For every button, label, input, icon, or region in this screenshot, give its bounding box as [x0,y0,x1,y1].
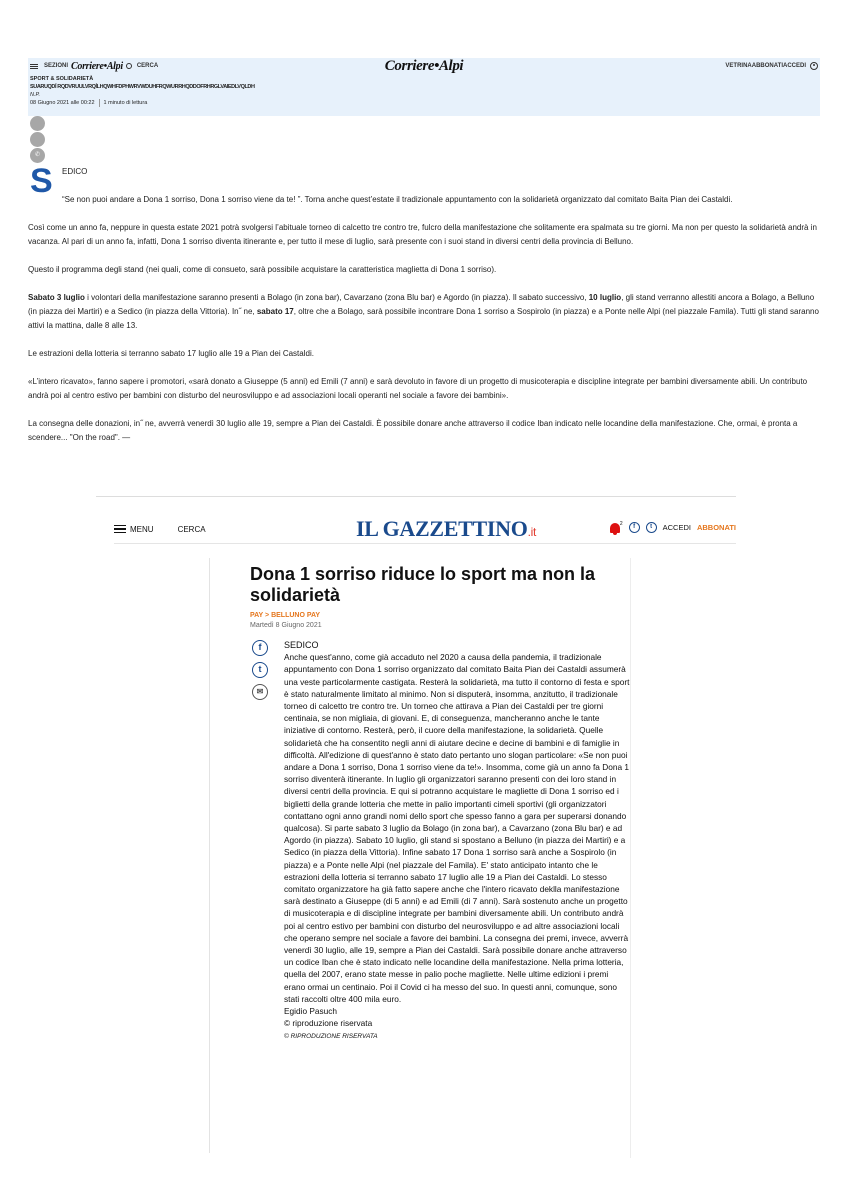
share-buttons [30,116,45,163]
gazzettino-date: Martedì 8 Giugno 2021 [250,622,322,629]
embedded-gazzettino-article [96,496,736,1164]
mail-icon[interactable]: ✉ [252,684,268,700]
gazzettino-breadcrumb[interactable]: PAY > BELLUNO PAY [250,612,321,619]
bold-date-3: sabato 17 [256,307,294,316]
facebook-share-icon[interactable] [30,116,45,131]
gazzettino-share-buttons [252,640,268,700]
hamburger-icon[interactable] [114,525,126,534]
article-meta [30,75,255,107]
accedi-link[interactable]: ACCEDI [782,63,806,69]
paragraph-3: Questo il programma degli stand (nei quali, come di consueto, sarà possibile acquistare la caratteristica maglietta di Dona 1 sorriso). [28,265,497,274]
paragraph-7: La consegna delle donazioni, in˝ ne, avverrà venerdì 30 luglio alle 19, sempre a Pian dei Castaldi. È possibile donare anche attraverso il codice Iban indicato nelle locandine della manifestazione. Che, ormai, è pronta a scendere... "On the road". — [28,419,798,442]
abbonati-link[interactable]: ABBONATI [751,63,783,69]
user-icon[interactable] [810,62,818,70]
date-row [30,99,255,107]
paragraph-2: Così come un anno fa, neppure in questa estate 2021 potrà svolgersi l’abituale torneo di calcetto tre contro tre, fulcro della manifestazione che solitamente era spalmata su tre giorni. Ma non per questo la solidarietà andrà in vacanza. Al pari di un anno fa, infatti, Dona 1 sorriso diventa itinerante e, per tutto il mese di luglio, sarà presente con i suoi stand in diversi centri della provincia di Belluno. [28,223,817,246]
gazzettino-text: Anche quest'anno, come già accaduto nel 2020 a causa della pandemia, il tradizionale appuntamento con Dona 1 sorriso organizzato dal comitato Baita Pian dei Castaldi assumerà una veste particolarmente castigata. Resterà la solidarietà, ma tutto il contorno di festa e sport è stato naturalmente limitato al minimo. Non si disputerà, insomma, anzitutto, il tradizionale torneo di calcetto tre contro tre. Un torneo che attirava a Pian dei Castaldi per tre giorni centinaia, se non migliaia, di giovani. E, di conseguenza, mancheranno anche le tante iniziative di contorno. Resterà, però, il cuore della manifestazione, la solidarietà. Quelle solidarietà che ha consentito negli anni di aiutare decine e decine di bambini e di famiglie in difficoltà. All'edizione di quest'anno è stato dato pertanto uno slogan particolare: «Se non puoi andare a Dona 1 sorriso, Dona 1 sorriso viene da te!». Insomma, come già un anno fa Dona 1 sorriso diventerà itinerante. In luglio gli organizzatori saranno presenti con dei loro stand in diversi centri della provincia. E qui si potranno acquistare le magliette di Dona 1 sorriso ed i biglietti della grande lotteria che mette in palio importanti cimeli sportivi (gli organizzatori contattano ogni anno grandi nomi dello sport che spesso fanno a gara per superarsi donando qualcosa). Si parte sabato 3 luglio da Bolago (in zona bar), a Cavarzano (zona Blu bar) e ad Agordo (in piazza). Sabato 10 luglio, gli stand si spostano a Belluno (in piazza dei Martiri) e a Sedico (in piazza della Vittoria). Infine sabato 17 Dona 1 sorriso sarà anche a Sospirolo (in piazza) e a Ponte nelle Alpi (nel piazzale del Famila). E' stato anticipato intanto che le estrazioni della lotteria si terranno sabato 17 luglio alle 19 a Pian dei Castaldi. Lo stesso comitato organizzatore ha già fatto sapere anche che l'intero ricavato deklla manifestazione sarà destinato a Giuseppe (di 5 anni) e ad Emili (di 7 anni). Sarà sostenuto anche un progetto di musicoterapia e di discipline integrate per bambini diversamente abili. Un contributo andrà poi al centro estivo per bambini con disturbo del neurosviluppo e ad altre associazioni locali che operano sempre nel sociale a favore dei bambini. La consegna dei premi, invece, avverrà venerdì 30 luglio, alle 19, sempre a Pian dei Castaldi. Sarà possibile donare anche attraverso un codice Iban che è stato indicato nelle locandine della manifestazione. Nella prima lotteria, quella del 2007, erano state messe in palio poche magliette. Nelle ultime edizioni i premi erano ormai un centinaio. Poi il Covid ci ha messo del suo. In questi anni, comunque, sono stati raccolti oltre 400 mila euro. [284,652,630,1004]
text-1: i volontari della manifestazione saranno presenti a Bolago (in zona bar), Cavarzano (zona Blu bar) e Agordo (in piazza). Il sabato successivo, [84,293,589,302]
paragraph-4 [28,291,820,333]
facebook-icon[interactable]: f [252,640,268,656]
site-header [28,58,820,116]
gazzettino-copyright: © riproduzione riservata [284,1018,373,1029]
sections-link[interactable]: SEZIONI [44,63,69,69]
bold-date-2: 10 luglio [588,293,622,302]
publish-date: 08 Giugno 2021 alle 00:22 [30,100,95,106]
gazzettino-body [284,639,630,1043]
gazzettino-header-right [610,522,736,533]
gazzettino-copyright-small: © RIPRODUZIONE RISERVATA [284,1032,378,1040]
article-body [28,163,820,459]
menu-label[interactable]: MENU [130,524,154,534]
gazzettino-title: Dona 1 sorriso riduce lo sport ma non la solidarietà [250,564,596,605]
reading-time: 1 minuto di lettura [99,99,148,107]
bold-date-1: Sabato 3 luglio [28,293,85,302]
twitter-share-icon[interactable] [30,132,45,147]
gazzettino-signature: Egidio Pasuch [284,1006,338,1017]
paragraph-6: «L’intero ricavato», fanno sapere i promotori, «sarà donato a Giuseppe (5 anni) ed Emili (7 anni) e sarà devoluto in favore di un progetto di musicoterapia e discipline integrate per bambini diversamente abili. Un contributo andrà poi al centro estivo per bambini con disturbo del neurosviluppo e ad associazioni locali operanti nel sociale a favore dei bambini». [28,377,808,400]
vetrina-link[interactable]: VETRINA [725,63,752,69]
facebook-icon[interactable]: f [629,522,640,533]
search-link[interactable]: CERCA [136,63,159,69]
whatsapp-share-icon[interactable]: ✆ [30,148,45,163]
twitter-icon[interactable]: t [646,522,657,533]
gazzettino-search-link[interactable]: CERCA [177,524,206,534]
divider [209,558,210,1153]
divider [630,558,631,1158]
divider [96,496,736,497]
top-bar-right [725,62,818,70]
twitter-icon[interactable]: t [252,662,268,678]
brand-logo-small[interactable]: Corriere•Alpi [71,60,123,72]
author: N.P. [30,92,40,98]
divider [114,543,736,544]
gazzettino-header [114,518,736,540]
dateline: EDICO [62,167,88,176]
bell-icon[interactable] [610,523,620,533]
gazzettino-menu[interactable] [114,525,154,534]
section-label[interactable]: SPORT & SOLIDARIETÀ [30,76,94,82]
paragraph-5: Le estrazioni della lotteria si terranno sabato 17 luglio alle 19 a Pian dei Castaldi. [28,349,314,358]
notification-count: 2 [619,520,623,527]
gazzettino-subscribe[interactable]: ABBONATI [696,523,736,532]
article-title-garbled: SUARUQDÍ RQDVRUULVRQÍLHQWHFDPHWRVWDUHFRQWURRHQDDOFRHRGLVAIEDLVQLDH [30,84,255,90]
gazzettino-dateline: SEDICO [284,640,319,650]
paragraph-1: “Se non puoi andare a Dona 1 sorriso, Dona 1 sorriso viene da te! ”. Torna anche quest’estate il tradizionale appuntamento con la solidarietà organizzato dal comitato Baita Pian dei Castaldi. [62,195,733,204]
gazzettino-login[interactable]: ACCEDI [662,523,691,532]
logo-suffix: .it [527,525,536,539]
text-3: , oltre che a Bolago, sarà possibile incontrare Dona 1 sorriso a Sospirolo (in piazza) e a Ponte nelle Alpi (nel piazzale Famila). Tutti gli stand saranno attivi la mattina, dalle 8 alle 13. [28,307,819,330]
gazzettino-logo[interactable] [356,518,536,543]
brand-logo[interactable]: Corriere•Alpi [384,58,464,74]
text-2: , gli stand verranno allestiti ancora a Bolago, a Belluno (in piazza dei Martiri) e a Sedico (in piazza della Vittoria). In˝ ne, [28,293,815,316]
logo-text: IL GAZZETTINO [356,516,528,541]
drop-cap: S [30,162,53,200]
top-bar [28,58,820,74]
